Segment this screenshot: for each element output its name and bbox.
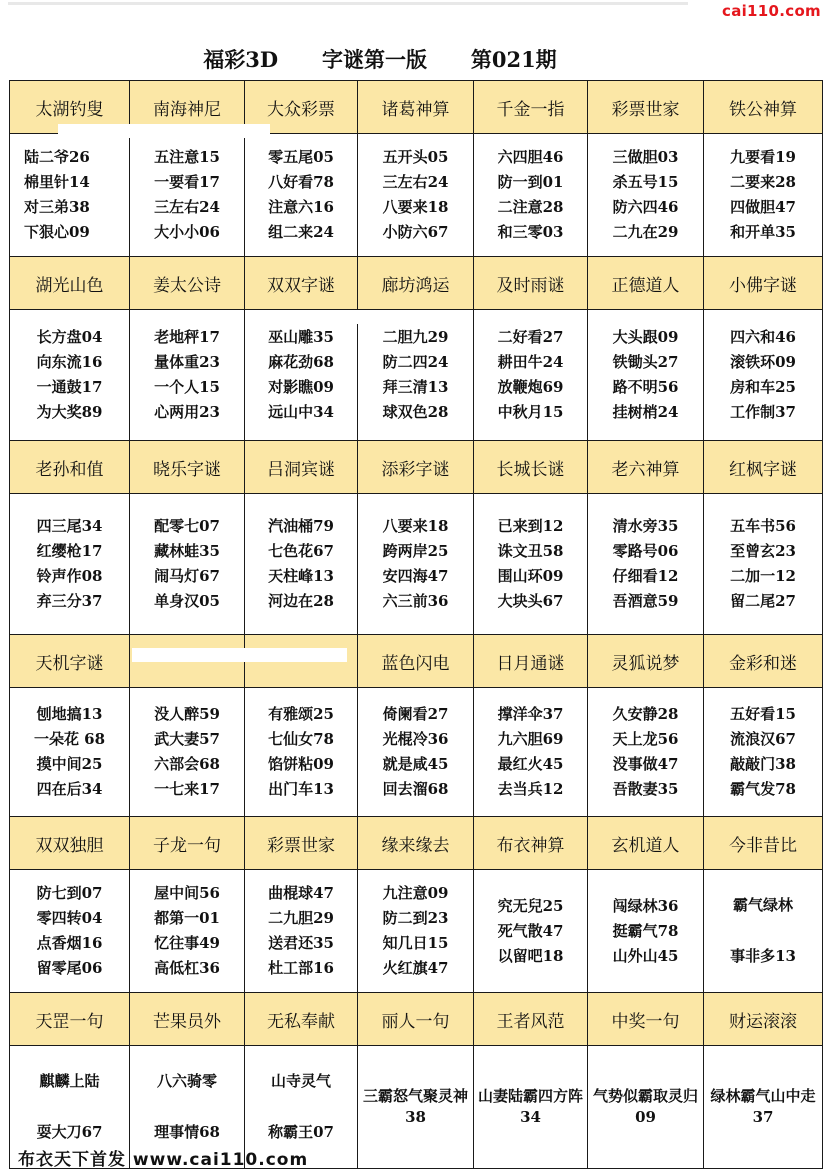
prediction-line: 大块头67 bbox=[497, 592, 564, 610]
prediction-line: 三左右24 bbox=[154, 198, 220, 216]
prediction-cell bbox=[10, 134, 130, 257]
column-header: 及时雨谜 bbox=[474, 257, 588, 310]
prediction-line: 二注意28 bbox=[497, 198, 564, 216]
prediction-line: 向东流16 bbox=[36, 353, 103, 371]
prediction-line: 吾酒意59 bbox=[612, 592, 679, 610]
prediction-line: 四做胆47 bbox=[730, 198, 796, 216]
prediction-line: 八好看78 bbox=[268, 173, 334, 191]
prediction-line: 铃声作08 bbox=[36, 567, 103, 585]
prediction-line: 九六胆69 bbox=[497, 730, 564, 748]
prediction-line: 巫山雕35 bbox=[268, 328, 334, 346]
prediction-line: 大小小06 bbox=[154, 223, 220, 241]
prediction-line: 七色花67 bbox=[268, 542, 334, 560]
prediction-line: 六四胆46 bbox=[497, 148, 564, 166]
prediction-cell bbox=[704, 1046, 823, 1169]
prediction-line: 路不明56 bbox=[612, 378, 679, 396]
prediction-line: 回去溜68 bbox=[382, 780, 449, 798]
prediction-line: 耍大刀67 bbox=[36, 1123, 103, 1141]
prediction-line: 留二尾27 bbox=[730, 592, 796, 610]
prediction-line: 倚阑看27 bbox=[382, 705, 449, 723]
header-row bbox=[10, 441, 823, 494]
prediction-line: 麒麟上陆 bbox=[39, 1072, 100, 1090]
prediction-line: 武大妻57 bbox=[154, 730, 220, 748]
prediction-line: 霸气绿林 bbox=[732, 896, 793, 914]
prediction-line: 六三前36 bbox=[382, 592, 449, 610]
prediction-cell bbox=[704, 134, 823, 257]
prediction-line: 光棍冷36 bbox=[382, 730, 449, 748]
prediction-cell bbox=[588, 310, 704, 441]
top-divider bbox=[8, 2, 688, 5]
prediction-line: 至曾玄23 bbox=[730, 542, 796, 560]
column-header: 中奖一句 bbox=[588, 993, 704, 1046]
prediction-line: 没事做47 bbox=[612, 755, 679, 773]
column-header: 双双字谜 bbox=[245, 257, 358, 310]
prediction-cell bbox=[245, 134, 358, 257]
prediction-line: 放鞭炮69 bbox=[497, 378, 564, 396]
prediction-line: 四六和46 bbox=[730, 328, 796, 346]
prediction-cell bbox=[245, 310, 358, 441]
prediction-line: 防六四46 bbox=[612, 198, 679, 216]
prediction-line: 二九在29 bbox=[612, 223, 679, 241]
prediction-line: 八要来18 bbox=[382, 198, 449, 216]
prediction-line: 事非多13 bbox=[730, 947, 796, 965]
prediction-row bbox=[10, 870, 823, 993]
prediction-cell bbox=[358, 310, 474, 441]
column-header: 灵狐说梦 bbox=[588, 635, 704, 688]
column-header: 天机字谜 bbox=[10, 635, 130, 688]
header-row bbox=[10, 817, 823, 870]
column-header: 老六神算 bbox=[588, 441, 704, 494]
prediction-line: 配零七07 bbox=[154, 517, 220, 535]
prediction-cell bbox=[130, 688, 245, 817]
prediction-line: 刨地搞13 bbox=[36, 705, 103, 723]
prediction-line: 对三弟38 bbox=[24, 198, 90, 216]
prediction-line: 清水旁35 bbox=[612, 517, 679, 535]
prediction-cell bbox=[588, 870, 704, 993]
prediction-cell bbox=[588, 1046, 704, 1169]
prediction-line: 敲敲门38 bbox=[730, 755, 796, 773]
prediction-line: 曲棍球47 bbox=[268, 884, 334, 902]
prediction-line: 五注意15 bbox=[154, 148, 220, 166]
column-header: 今非昔比 bbox=[704, 817, 823, 870]
prediction-line: 杀五号15 bbox=[612, 173, 679, 191]
column-header: 长城长谜 bbox=[474, 441, 588, 494]
prediction-cell bbox=[130, 494, 245, 635]
prediction-line: 称霸王07 bbox=[268, 1123, 334, 1141]
prediction-line: 挺霸气78 bbox=[612, 921, 679, 940]
prediction-line: 二加一12 bbox=[730, 567, 796, 585]
column-header: 湖光山色 bbox=[10, 257, 130, 310]
prediction-line: 耕田牛24 bbox=[497, 353, 564, 371]
prediction-cell bbox=[704, 688, 823, 817]
prediction-line: 山寺灵气 bbox=[270, 1072, 331, 1090]
prediction-line: 长方盘04 bbox=[36, 328, 103, 346]
prediction-line: 八六骑零 bbox=[156, 1072, 217, 1090]
column-header: 南海神尼 bbox=[130, 81, 245, 134]
prediction-line: 四在后34 bbox=[36, 780, 103, 798]
prediction-line: 工作制37 bbox=[730, 403, 796, 421]
column-header: 玄机道人 bbox=[588, 817, 704, 870]
prediction-line: 零五尾05 bbox=[268, 148, 334, 166]
prediction-cell bbox=[474, 134, 588, 257]
prediction-line: 九注意09 bbox=[382, 884, 449, 902]
header-row bbox=[10, 257, 823, 310]
riddle-table bbox=[9, 80, 823, 1169]
prediction-line: 防七到07 bbox=[36, 884, 103, 902]
prediction-line: 天柱峰13 bbox=[268, 567, 334, 585]
prediction-line: 久安静28 bbox=[612, 705, 679, 723]
prediction-cell bbox=[130, 134, 245, 257]
prediction-line: 去当兵12 bbox=[497, 780, 564, 798]
prediction-line: 三做胆03 bbox=[612, 148, 679, 166]
prediction-line: 房和车25 bbox=[730, 378, 796, 396]
prediction-line bbox=[130, 1094, 244, 1120]
prediction-line: 就是咸45 bbox=[382, 755, 449, 773]
prediction-line: 汽油桶79 bbox=[268, 517, 334, 535]
prediction-line: 围山环09 bbox=[497, 567, 564, 585]
prediction-line: 红缨枪17 bbox=[36, 542, 103, 560]
header-row bbox=[10, 993, 823, 1046]
prediction-line: 九要看19 bbox=[730, 148, 796, 166]
site-logo[interactable]: cai110.com bbox=[722, 2, 821, 20]
prediction-cell bbox=[704, 494, 823, 635]
prediction-line: 馅饼粘09 bbox=[268, 755, 334, 773]
prediction-cell bbox=[588, 134, 704, 257]
prediction-cell bbox=[474, 688, 588, 817]
column-header: 廊坊鸿运 bbox=[358, 257, 474, 310]
prediction-cell bbox=[10, 870, 130, 993]
prediction-cell bbox=[474, 870, 588, 993]
prediction-line bbox=[245, 1094, 357, 1120]
prediction-line: 注意六16 bbox=[268, 198, 334, 216]
prediction-line: 拜三清13 bbox=[382, 378, 449, 396]
column-header: 添彩字谜 bbox=[358, 441, 474, 494]
prediction-line: 挂树梢24 bbox=[612, 403, 679, 421]
prediction-line: 气势似霸取灵归09 bbox=[592, 1087, 698, 1126]
watermark-mask bbox=[58, 124, 270, 138]
prediction-cell bbox=[10, 494, 130, 635]
prediction-line: 河边在28 bbox=[268, 592, 334, 610]
prediction-line: 球双色28 bbox=[382, 403, 449, 421]
prediction-line: 藏林蛙35 bbox=[154, 542, 220, 560]
prediction-cell bbox=[10, 688, 130, 817]
prediction-line: 防二四24 bbox=[382, 353, 449, 371]
column-header: 铁公神算 bbox=[704, 81, 823, 134]
page-title: 福彩3D 字谜第一版 第021期 bbox=[203, 47, 557, 72]
prediction-line: 一要看17 bbox=[154, 173, 220, 191]
prediction-cell bbox=[588, 688, 704, 817]
prediction-line: 零路号06 bbox=[612, 542, 679, 560]
prediction-line: 和三零03 bbox=[497, 223, 564, 241]
prediction-line: 知几日15 bbox=[382, 934, 449, 952]
prediction-line: 摸中间25 bbox=[36, 755, 103, 773]
prediction-line: 屋中间56 bbox=[154, 884, 220, 902]
prediction-line: 七仙女78 bbox=[268, 730, 334, 748]
prediction-line: 霸气发78 bbox=[730, 780, 796, 798]
prediction-line: 送君还35 bbox=[268, 934, 334, 952]
prediction-line: 绿林霸气山中走37 bbox=[710, 1087, 816, 1126]
prediction-cell bbox=[704, 310, 823, 441]
column-header: 子龙一句 bbox=[130, 817, 245, 870]
prediction-line: 铁锄头27 bbox=[612, 353, 679, 371]
prediction-line: 死气散47 bbox=[497, 921, 564, 940]
prediction-line: 五好看15 bbox=[730, 705, 796, 723]
prediction-cell bbox=[704, 870, 823, 993]
prediction-line: 五开头05 bbox=[382, 148, 449, 166]
column-header: 缘来缘去 bbox=[358, 817, 474, 870]
prediction-line: 小防六67 bbox=[382, 223, 449, 241]
prediction-line: 以留吧18 bbox=[497, 946, 564, 965]
footer-credit: 布衣天下首发 www.cai110.com bbox=[18, 1150, 309, 1170]
prediction-line bbox=[704, 918, 822, 944]
prediction-line: 棉里针14 bbox=[24, 173, 90, 191]
column-header: 财运滚滚 bbox=[704, 993, 823, 1046]
prediction-row bbox=[10, 688, 823, 817]
prediction-cell bbox=[358, 134, 474, 257]
prediction-line: 中秋月15 bbox=[497, 403, 564, 421]
prediction-line: 没人醉59 bbox=[154, 705, 220, 723]
prediction-line: 高低杠36 bbox=[154, 959, 220, 977]
prediction-row bbox=[10, 310, 823, 441]
prediction-line bbox=[10, 1094, 129, 1120]
column-header: 双双独胆 bbox=[10, 817, 130, 870]
prediction-line: 留零尾06 bbox=[36, 959, 103, 977]
prediction-line: 陆二爷26 bbox=[24, 148, 90, 166]
column-header: 小佛字谜 bbox=[704, 257, 823, 310]
column-header: 太湖钓叟 bbox=[10, 81, 130, 134]
column-header: 丽人一句 bbox=[358, 993, 474, 1046]
prediction-line: 对影瞧09 bbox=[268, 378, 334, 396]
prediction-line: 跨两岸25 bbox=[382, 542, 449, 560]
column-header: 老孙和值 bbox=[10, 441, 130, 494]
prediction-line: 组二来24 bbox=[268, 223, 334, 241]
prediction-line: 仔细看12 bbox=[612, 567, 679, 585]
prediction-line: 老地秤17 bbox=[154, 328, 220, 346]
prediction-cell bbox=[358, 494, 474, 635]
prediction-line: 一朵花 68 bbox=[33, 730, 106, 748]
prediction-cell bbox=[358, 870, 474, 993]
prediction-row bbox=[10, 494, 823, 635]
prediction-line: 出门车13 bbox=[268, 780, 334, 798]
column-header: 吕洞宾谜 bbox=[245, 441, 358, 494]
prediction-line: 一个人15 bbox=[154, 378, 220, 396]
column-header: 晓乐字谜 bbox=[130, 441, 245, 494]
prediction-line: 心两用23 bbox=[154, 403, 220, 421]
prediction-line: 远山中34 bbox=[268, 403, 334, 421]
prediction-line: 麻花劲68 bbox=[268, 353, 334, 371]
prediction-cell bbox=[474, 310, 588, 441]
prediction-line: 天上龙56 bbox=[612, 730, 679, 748]
column-header: 诸葛神算 bbox=[358, 81, 474, 134]
prediction-line: 撑洋伞37 bbox=[497, 705, 564, 723]
prediction-cell bbox=[245, 870, 358, 993]
prediction-line: 三霸怒气聚灵神38 bbox=[362, 1087, 468, 1126]
column-header: 正德道人 bbox=[588, 257, 704, 310]
column-header: 天罡一句 bbox=[10, 993, 130, 1046]
prediction-cell bbox=[245, 688, 358, 817]
prediction-line: 点香烟16 bbox=[36, 934, 103, 952]
column-header: 姜太公诗 bbox=[130, 257, 245, 310]
prediction-line: 零四转04 bbox=[36, 909, 103, 927]
prediction-cell bbox=[358, 1046, 474, 1169]
prediction-line: 诛文丑58 bbox=[497, 542, 564, 560]
prediction-line: 二好看27 bbox=[497, 328, 564, 346]
column-header: 日月通谜 bbox=[474, 635, 588, 688]
prediction-line: 二胆九29 bbox=[382, 328, 449, 346]
column-header: 彩票世家 bbox=[245, 817, 358, 870]
prediction-line: 和开单35 bbox=[730, 223, 796, 241]
column-header: 红枫字谜 bbox=[704, 441, 823, 494]
prediction-line: 山妻陆霸四方阵34 bbox=[478, 1087, 584, 1126]
column-header: 千金一指 bbox=[474, 81, 588, 134]
prediction-line: 八要来18 bbox=[382, 517, 449, 535]
prediction-cell bbox=[130, 870, 245, 993]
prediction-line: 滚铁环09 bbox=[730, 353, 796, 371]
prediction-line: 六部会68 bbox=[154, 755, 220, 773]
prediction-line: 四三尾34 bbox=[36, 517, 103, 535]
prediction-line: 三左右24 bbox=[382, 173, 449, 191]
prediction-line: 防一到01 bbox=[497, 173, 564, 191]
column-header: 彩票世家 bbox=[588, 81, 704, 134]
prediction-cell bbox=[358, 688, 474, 817]
prediction-line: 弃三分37 bbox=[36, 592, 103, 610]
prediction-line: 大头跟09 bbox=[612, 328, 679, 346]
prediction-cell bbox=[245, 494, 358, 635]
watermark-mask bbox=[132, 648, 347, 662]
prediction-cell bbox=[588, 494, 704, 635]
column-header: 芒果员外 bbox=[130, 993, 245, 1046]
prediction-line: 已来到12 bbox=[497, 517, 564, 535]
prediction-line: 下狠心09 bbox=[24, 223, 90, 241]
prediction-line: 最红火45 bbox=[497, 755, 564, 773]
column-header: 王者风范 bbox=[474, 993, 588, 1046]
prediction-line: 一七来17 bbox=[154, 780, 220, 798]
prediction-line: 都第一01 bbox=[154, 909, 220, 927]
prediction-row bbox=[10, 134, 823, 257]
prediction-line: 五车书56 bbox=[730, 517, 796, 535]
prediction-cell bbox=[10, 310, 130, 441]
prediction-line: 二九胆29 bbox=[268, 909, 334, 927]
prediction-cell bbox=[130, 310, 245, 441]
prediction-line: 忆往事49 bbox=[154, 934, 220, 952]
column-header: 无私奉献 bbox=[245, 993, 358, 1046]
prediction-line: 吾散妻35 bbox=[612, 780, 679, 798]
prediction-line: 有雅颂25 bbox=[268, 705, 334, 723]
prediction-line: 流浪汉67 bbox=[730, 730, 796, 748]
column-header: 蓝色闪电 bbox=[358, 635, 474, 688]
prediction-line: 二要来28 bbox=[730, 173, 796, 191]
prediction-line: 闯绿林36 bbox=[612, 896, 679, 915]
watermark-mask bbox=[275, 310, 363, 324]
column-header: 金彩和迷 bbox=[704, 635, 823, 688]
prediction-line: 量体重23 bbox=[154, 353, 220, 371]
prediction-line: 闹马灯67 bbox=[154, 567, 220, 585]
prediction-line: 火红旗47 bbox=[382, 959, 449, 977]
prediction-line: 为大奖89 bbox=[36, 403, 103, 421]
prediction-line: 理事情68 bbox=[154, 1123, 220, 1141]
prediction-cell bbox=[474, 1046, 588, 1169]
prediction-line: 山外山45 bbox=[612, 946, 679, 965]
prediction-line: 防二到23 bbox=[382, 909, 449, 927]
column-header: 布衣神算 bbox=[474, 817, 588, 870]
prediction-line: 安四海47 bbox=[382, 567, 449, 585]
prediction-line: 单身汉05 bbox=[154, 592, 220, 610]
prediction-line: 一通鼓17 bbox=[36, 378, 103, 396]
prediction-cell bbox=[474, 494, 588, 635]
prediction-line: 究无兒25 bbox=[497, 896, 564, 915]
prediction-line: 杜工部16 bbox=[268, 959, 334, 977]
column-header: 大众彩票 bbox=[245, 81, 358, 134]
